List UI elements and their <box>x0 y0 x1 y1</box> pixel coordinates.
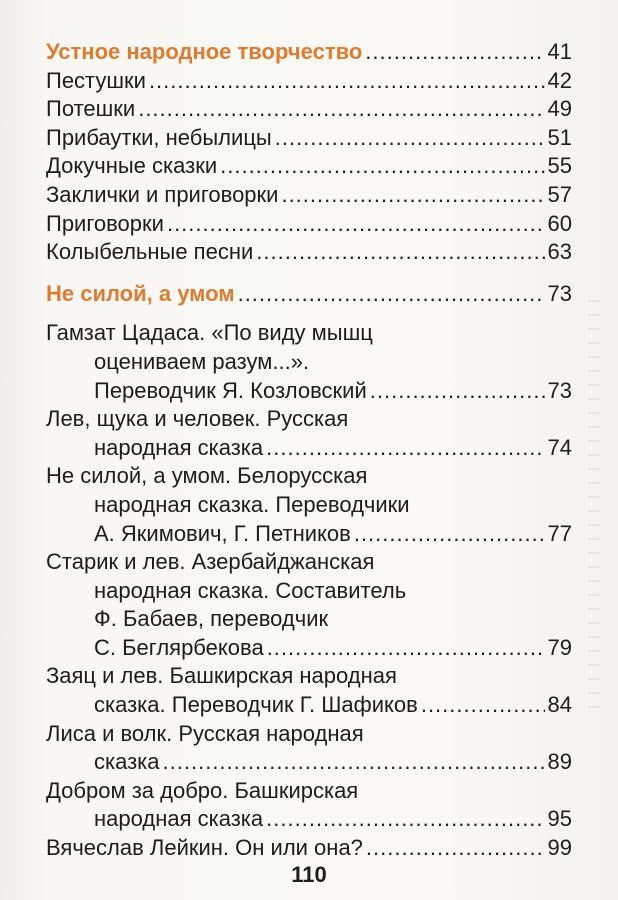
leader-dots <box>366 834 545 863</box>
section-title: Устное народное творчество <box>46 39 363 64</box>
page-ref: 73 <box>547 377 572 403</box>
page-ref: 60 <box>547 210 572 236</box>
entry-title-line: народная сказка <box>94 806 264 832</box>
entry-title: Приговорки <box>46 210 164 236</box>
page-ref: 41 <box>547 39 572 64</box>
leader-dots <box>275 124 545 153</box>
table-of-contents <box>46 38 572 863</box>
entry-title-line: Лев, щука и человек. Русская <box>46 406 349 432</box>
page-ref: 79 <box>547 634 572 660</box>
page-number: 110 <box>291 862 327 887</box>
toc-entry <box>46 238 572 267</box>
entry-title-line: Заяц и лев. Башкирская народная <box>46 663 397 689</box>
leader-dots <box>266 434 544 463</box>
entry-title: Прибаутки, небылицы <box>46 124 272 150</box>
toc-entry <box>46 181 572 210</box>
page-ref: 89 <box>547 749 572 775</box>
page-ref: 84 <box>547 692 572 718</box>
entry-title: Пестушки <box>46 67 146 93</box>
leader-dots <box>238 280 545 309</box>
leader-dots <box>370 377 545 406</box>
entry-title-line: Лиса и волк. Русская народная <box>46 720 364 746</box>
leader-dots <box>138 95 544 124</box>
page-ref: 77 <box>547 520 572 546</box>
entry-title-line: Переводчик Я. Козловский <box>94 377 367 403</box>
toc-entry <box>46 377 572 406</box>
toc-entry <box>46 805 572 834</box>
leader-dots <box>149 67 545 96</box>
page-ref: 99 <box>547 835 572 861</box>
entry-title-line: народная сказка. Переводчики <box>94 491 410 517</box>
entry-title-line: Добром за добро. Башкирская <box>46 777 359 803</box>
page-ref: 63 <box>547 239 572 265</box>
toc-entry <box>46 152 572 181</box>
page-ref: 73 <box>547 280 572 306</box>
section-heading <box>46 38 572 67</box>
toc-entry <box>46 634 572 663</box>
toc-entry <box>46 834 572 863</box>
page-ref: 42 <box>547 67 572 93</box>
entry-title-line: народная сказка <box>94 434 264 460</box>
leader-dots <box>281 181 544 210</box>
page-ref: 74 <box>547 434 572 460</box>
entry-title: Колыбельные песни <box>46 239 254 265</box>
section-heading <box>46 280 572 309</box>
section-title: Не силой, а умом <box>46 280 235 306</box>
entry-title: Докучные сказки <box>46 153 218 179</box>
entry-title-line: Не силой, а умом. Белорусская <box>46 463 368 489</box>
toc-entry <box>46 67 572 96</box>
entry-title-line: Старик и лев. Азербайджанская <box>46 549 375 575</box>
entry-title: Вячеслав Лейкин. Он или она? <box>46 835 363 861</box>
page-ref: 95 <box>547 806 572 832</box>
toc-entry <box>46 434 572 463</box>
toc-entry <box>46 748 572 777</box>
toc-entry <box>46 124 572 153</box>
page-ref: 57 <box>547 181 572 207</box>
entry-title-line: сказка. Переводчик Г. Шафиков <box>94 692 418 718</box>
leader-dots <box>256 238 544 267</box>
page-ref: 55 <box>547 153 572 179</box>
toc-entry <box>46 95 572 124</box>
entry-title-line: Ф. Бабаев, переводчик <box>94 606 329 632</box>
page-ref: 51 <box>547 124 572 150</box>
toc-entry <box>46 520 572 549</box>
entry-title-line: С. Беглярбекова <box>94 634 264 660</box>
leader-dots <box>220 152 544 181</box>
entry-title: Заклички и приговорки <box>46 181 279 207</box>
page-ref: 49 <box>547 96 572 122</box>
entry-title-line: оцениваем разум...». <box>94 348 310 374</box>
leader-dots <box>421 691 545 720</box>
leader-dots <box>266 805 544 834</box>
leader-dots <box>167 210 545 239</box>
bleed-through-marks <box>588 300 600 720</box>
leader-dots <box>163 748 545 777</box>
leader-dots <box>354 520 545 549</box>
entry-title-line: сказка <box>94 749 160 775</box>
entry-title-line: народная сказка. Составитель <box>94 577 407 603</box>
leader-dots <box>365 38 544 67</box>
entry-title: Потешки <box>46 96 136 122</box>
toc-entry <box>46 691 572 720</box>
entry-title-line: А. Якимович, Г. Петников <box>94 520 351 546</box>
toc-entry <box>46 210 572 239</box>
entry-title-line: Гамзат Цадаса. «По виду мышц <box>46 320 373 346</box>
leader-dots <box>267 634 545 663</box>
